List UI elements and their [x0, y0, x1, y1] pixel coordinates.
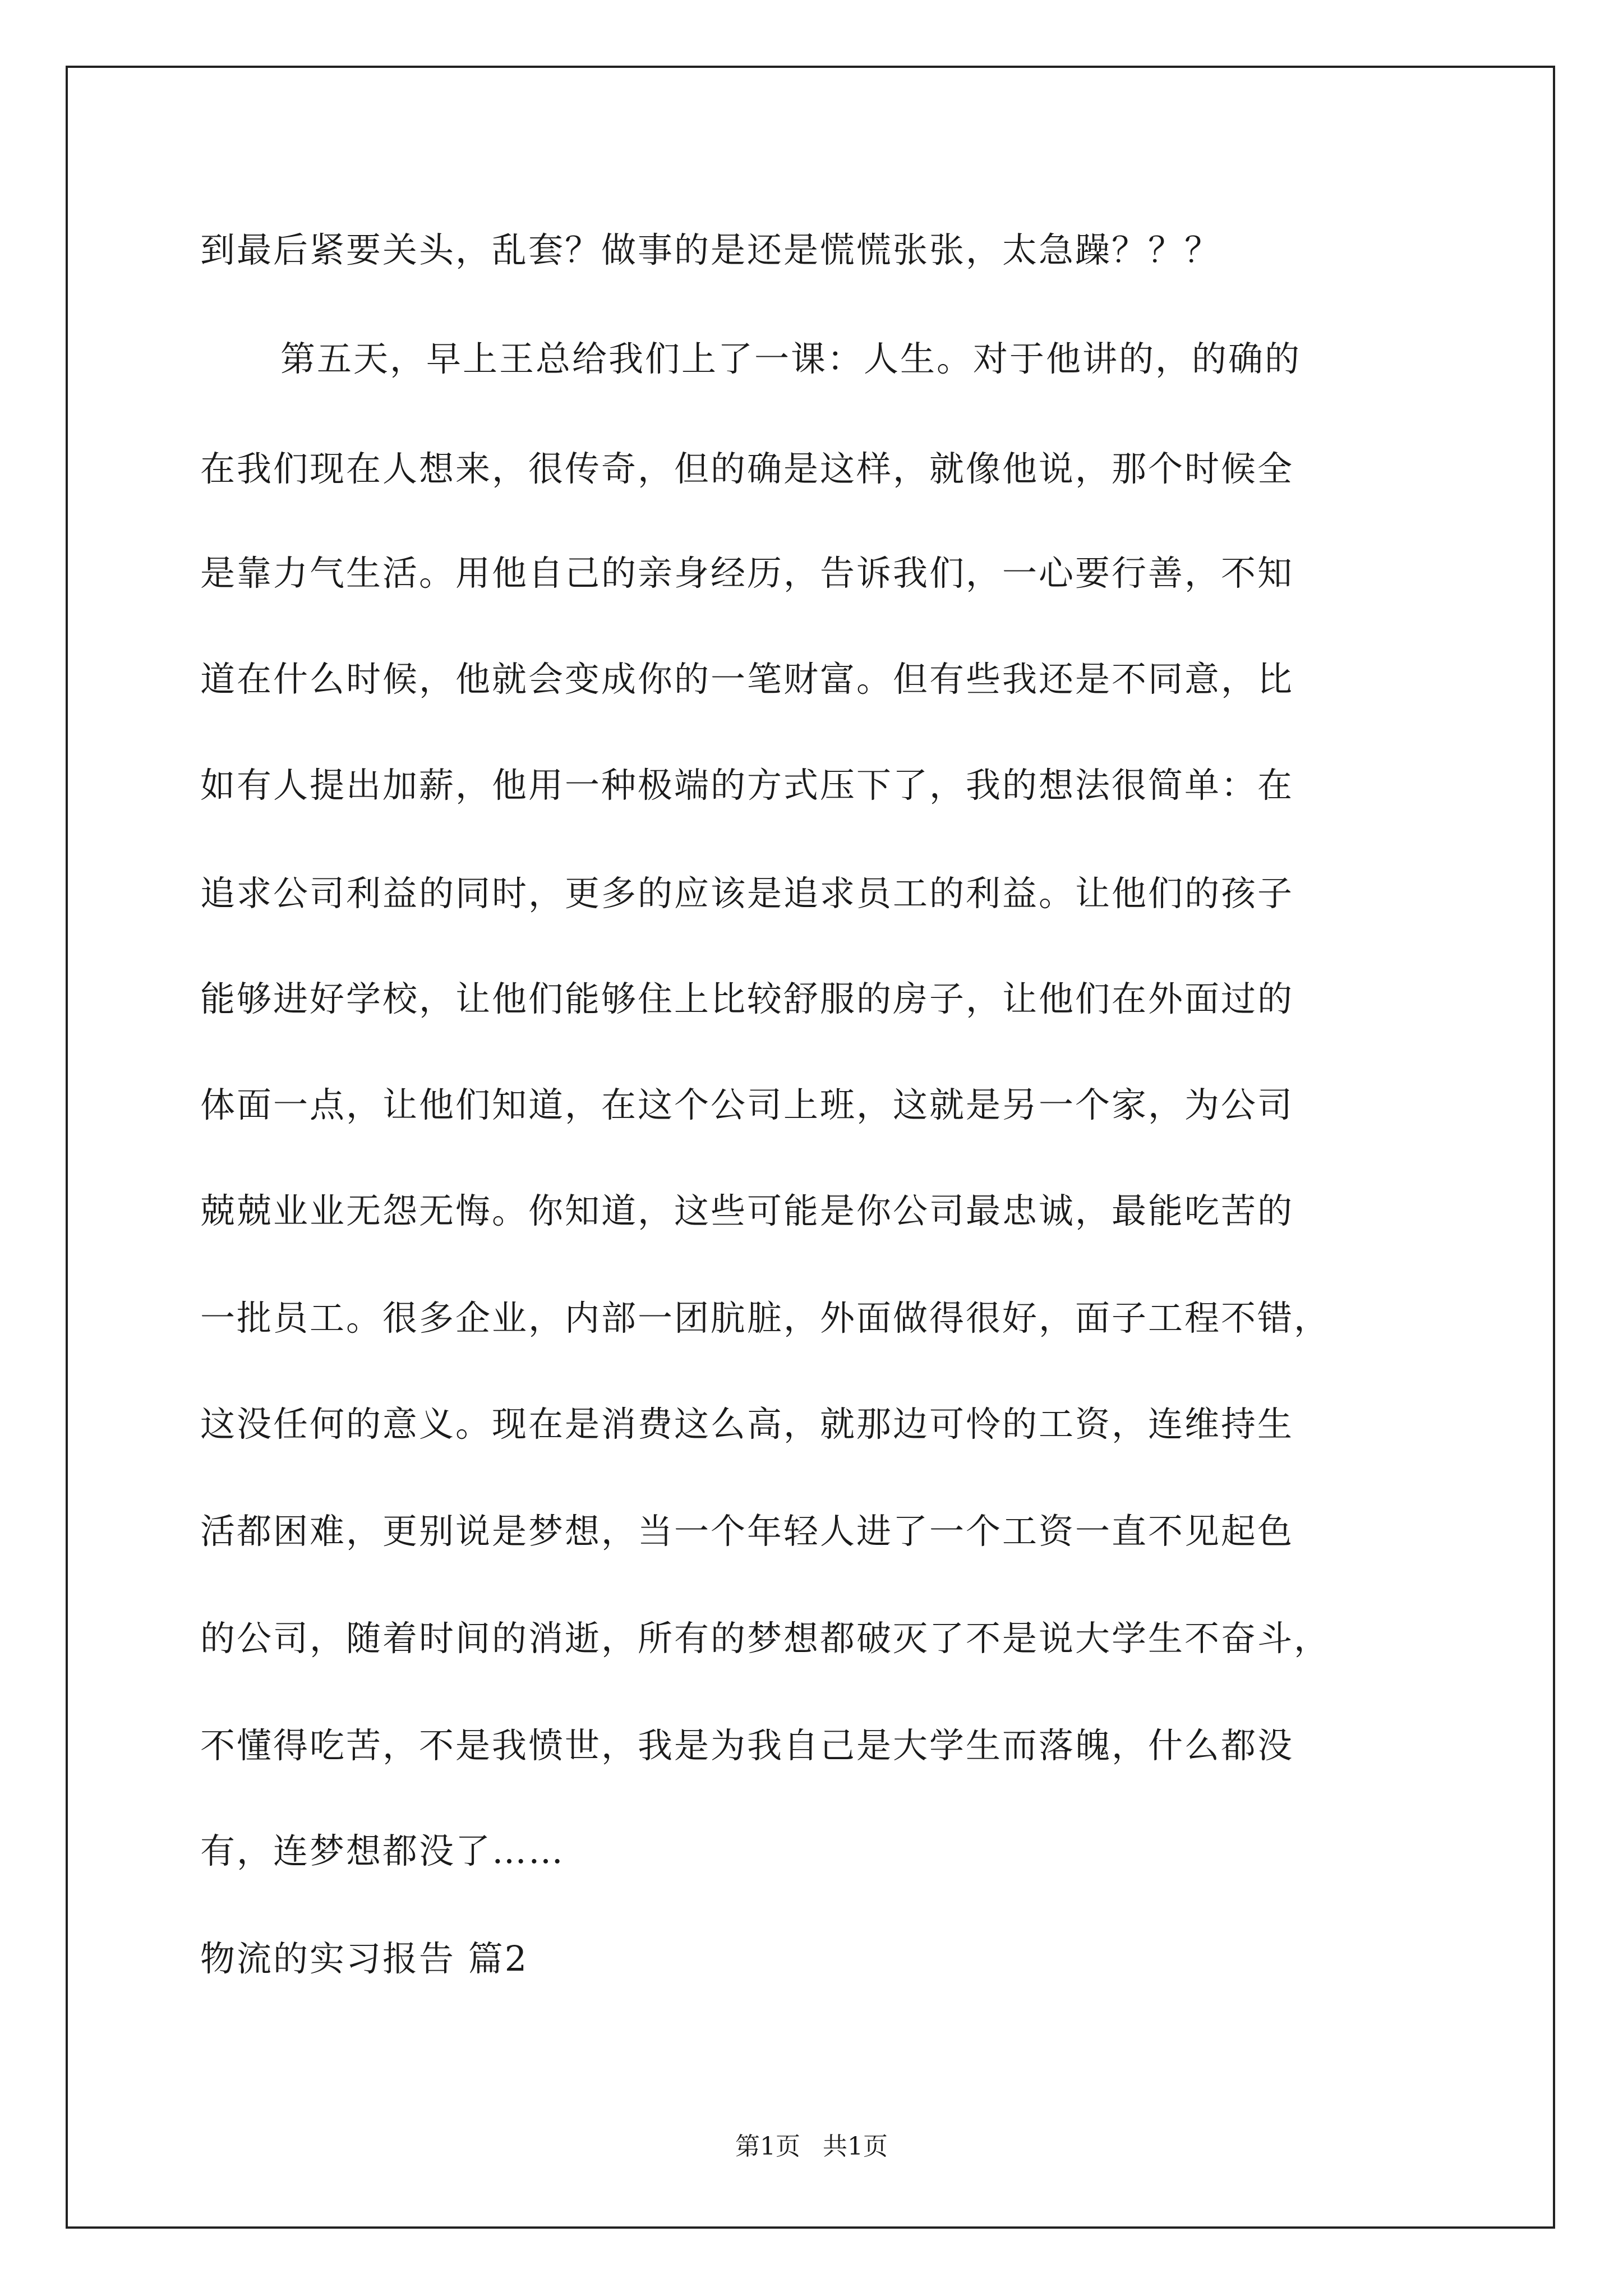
page-total: 共1页 [823, 2132, 888, 2161]
page-border [66, 66, 1555, 2229]
section-heading: 物流的实习报告 篇2 [200, 1938, 529, 1979]
paragraph-line: 一批员工。很多企业，内部一团肮脏，外面做得很好，面子工程不错， [200, 1297, 1331, 1338]
paragraph-line: 道在什么时候，他就会变成你的一笔财富。但有些我还是不同意，比 [200, 659, 1294, 700]
paragraph-line: 追求公司利益的同时，更多的应该是追求员工的利益。让他们的孩子 [200, 873, 1294, 914]
paragraph-line: 能够进好学校，让他们能够住上比较舒服的房子，让他们在外面过的 [200, 978, 1294, 1019]
paragraph-line: 如有人提出加薪，他用一种极端的方式压下了，我的想法很简单：在 [200, 765, 1294, 806]
paragraph-line: 不懂得吃苦，不是我愤世，我是为我自己是大学生而落魄，什么都没 [200, 1725, 1294, 1766]
paragraph-line: 活都困难，更别说是梦想，当一个年轻人进了一个工资一直不见起色 [200, 1511, 1294, 1552]
page-number: 第1页 [735, 2132, 800, 2161]
paragraph-line: 有，连梦想都没了…… [200, 1830, 565, 1871]
paragraph-line: 是靠力气生活。用他自己的亲身经历，告诉我们，一心要行善，不知 [200, 553, 1294, 593]
page-footer [0, 2134, 1623, 2159]
paragraph-line: 到最后紧要关头，乱套？做事的是还是慌慌张张，太急躁？？？ [200, 229, 1221, 270]
paragraph-line: 兢兢业业无怨无悔。你知道，这些可能是你公司最忠诚，最能吃苦的 [200, 1190, 1294, 1231]
paragraph-line: 在我们现在人想来，很传奇，但的确是这样，就像他说，那个时候全 [200, 448, 1294, 489]
paragraph-line: 体面一点，让他们知道，在这个公司上班，这就是另一个家，为公司 [200, 1084, 1294, 1125]
paragraph-line: 第五天，早上王总给我们上了一课：人生。对于他讲的，的确的 [280, 338, 1302, 379]
paragraph-line: 的公司，随着时间的消逝，所有的梦想都破灭了不是说大学生不奋斗， [200, 1618, 1331, 1659]
paragraph-line: 这没任何的意义。现在是消费这么高，就那边可怜的工资，连维持生 [200, 1404, 1294, 1444]
